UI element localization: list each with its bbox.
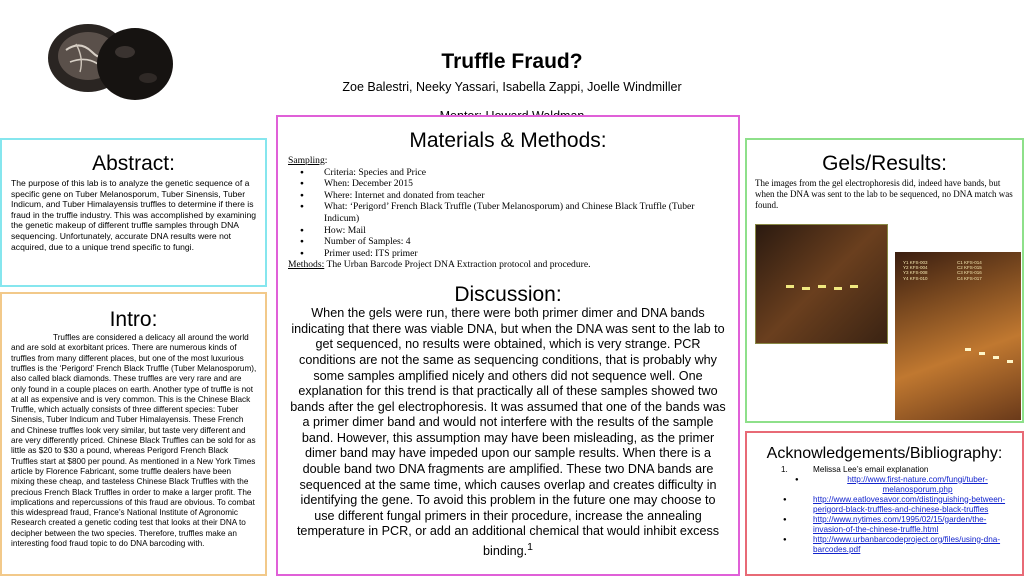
ack-section: [745, 431, 1024, 576]
gel-label: Y3 KFS-008: [903, 270, 928, 276]
gels-heading: Gels/Results:: [822, 152, 947, 175]
gel-label: C2 KFS-015: [957, 265, 982, 271]
methods-line: [288, 259, 728, 271]
poster-authors: Zoe Balestri, Neeky Yassari, Isabella Zappi, Joelle Windmiller: [342, 80, 682, 94]
list-item: ● Criteria: Species and Price: [288, 167, 728, 179]
abstract-heading: Abstract:: [92, 152, 175, 175]
ack-item-number: 1.: [781, 464, 788, 474]
gel-band: [965, 348, 971, 351]
ack-list: [747, 463, 1022, 555]
gel-labels-right: [957, 260, 1017, 281]
intro-heading: Intro:: [109, 308, 158, 331]
sampling-line: [288, 155, 728, 167]
gel-labels-left: [903, 260, 963, 281]
abstract-text: The purpose of this lab is to analyze the genetic sequence of a specific gene on Tuber Melanosporum, Tuber Sinensis, Tuber Indicum, and Tuber Himalayensis truffles to determine if there is fraud in the truffle industry. This was accomplished by examining the genetic makeup of different truffle samples through DNA sequencing. Unfortunately, accurate DNA results were not acquired, due to a unique trend specific to fungi.: [11, 178, 257, 252]
gel-band: [979, 352, 985, 355]
list-item: ● What: ‘Perigord’ French Black Truffle (Tuber Melanosporum) and Chinese Black Truffle (Tuber Indicum): [288, 201, 728, 224]
gel-label: Y2 KFS-004: [903, 265, 928, 271]
gel-label: C4 KFS-017: [957, 275, 982, 281]
gel-band: [993, 356, 999, 359]
ack-link-first-nature[interactable]: http://www.first-nature.com/fungi/tuber-melanosporum.php: [847, 474, 988, 494]
ack-subitem: [755, 515, 1014, 535]
poster-title: Truffle Fraud?: [441, 50, 583, 73]
discussion-footnote: 1: [527, 541, 533, 554]
methods-body: [278, 152, 738, 271]
ack-subitem: [755, 475, 1014, 495]
ack-link-nytimes[interactable]: http://www.nytimes.com/1995/02/15/garden/the-invasion-of-the-chinese-truffle.html: [813, 514, 987, 534]
discussion-body: When the gels were run, there were both primer dimer and DNA bands indicating that there was viable DNA, but when the DNA was sent to the lab to get sequenced, no results were obtained, which is very strange. PCR conditions are not the same as sequencing conditions, that is probably why some samples amplified nicely and others did not sequence well. One explanation for this trend is that practically all of these samples showed two bands after the gel electrophoresis. It was assumed that one of the bands was a primer dimer band and would not interfere with the results of the sample band. However, this assumption may have been misleading, as the primer dimer band may have impeded upon our sample results. When there is a double band two DNA fragments are amplified. These two DNA bands are sequenced at the same time, which causes overlap and creates difficulty in identifying the gene. To avoid this problem in the future one may choose to use different fungal primers in their procedure, increase the annealing temperature in PCR, or add an additional chemical that would inhibit excess binding.: [290, 306, 726, 559]
gel-label: C1 KFS-014: [957, 260, 982, 265]
list-item: ● When: December 2015: [288, 178, 728, 190]
methods-heading: Materials & Methods:: [409, 129, 607, 152]
abstract-section: [0, 138, 267, 287]
methods-section: [276, 115, 740, 576]
gel-band: [834, 287, 842, 290]
list-item: ● Where: Internet and donated from teacher: [288, 190, 728, 202]
ack-link-urbanbarcode[interactable]: http://www.urbanbarcodeproject.org/files/using-dna-barcodes.pdf: [813, 534, 1001, 554]
intro-text: Truffles are considered a delicacy all around the world and are sold at exorbitant prices. There are numerous kinds of truffles from many different places, but one of the most luxurious truffles is the ‘Perigord’ French Black Truffle (Tuber Melanosporum), also called black diamonds. These truffles are very rare and are only found in a couple places on earth. Another type of truffle is not at all as expensive and is very common. This is the Chinese Black Truffle, which actually consists of three different species: Tuber Sinensis, Tuber Indicum and Tuber Himalayensis. These French and Chinese truffles look very similar, but taste very different and are very differently priced. Chinese Black Truffles can be sold for as little as $20 to $30 a pound, whereas Perigord French Black Truffles start at $800 per pound. As mentioned in a New York Times article by Florence Fabricant, some truffle dealers have been mixing these cheap, and tasteless Chinese Black Truffles with the precious French Black Truffles in order to make a larger profit. The implications and repercussions of this fraud are obvious. To combat this widespread fraud, France’s National Institute of Agronomic Research created a genetic coding test that looks at their DNA to decipher between the two species. Therefore, truffles make an interesting food fraud topic to do DNA barcoding with.: [11, 333, 257, 549]
ack-heading: Acknowledgements/Bibliography:: [766, 445, 1003, 462]
gels-text: The images from the gel electrophoresis did, indeed have bands, but when the DNA was sent to the lab to be sequenced, no DNA match was found.: [755, 178, 1013, 210]
gel-label: Y1 KFS-003: [903, 260, 928, 265]
methods-text: The Urban Barcode Project DNA Extraction protocol and procedure.: [324, 259, 591, 271]
ack-item-1: [755, 465, 1014, 475]
ack-item-text: Melissa Lee’s email explanation: [813, 464, 929, 474]
gel-band: [1007, 360, 1013, 363]
ack-subitem: [755, 535, 1014, 555]
methods-label: Methods:: [288, 259, 325, 271]
ack-link-eatlovesavor[interactable]: http://www.eatlovesavor.com/distinguishing-between-perigord-black-truffles-and-chinese-black-truffles: [813, 494, 1006, 514]
gel-label: C3 KFS-016: [957, 270, 982, 276]
gel-band: [818, 285, 826, 288]
list-item: ● Primer used: ITS primer: [288, 248, 728, 260]
discussion-heading: Discussion:: [454, 283, 562, 307]
gel-label: Y4 KFS-010: [903, 275, 928, 281]
list-item: ● How: Mail: [288, 225, 728, 237]
gel-image-1: [755, 224, 888, 344]
truffle-photo: [40, 0, 180, 108]
gel-band: [786, 285, 794, 288]
gels-section: [745, 138, 1024, 423]
ack-subitem: [755, 495, 1014, 515]
intro-section: [0, 292, 267, 576]
gel-band: [802, 287, 810, 290]
gel-band: [850, 285, 858, 288]
sampling-list: [288, 167, 728, 260]
discussion-text: [278, 306, 738, 560]
sampling-colon: :: [324, 155, 328, 167]
list-item: ● Number of Samples: 4: [288, 236, 728, 248]
sampling-label: Sampling: [288, 155, 325, 167]
gel-image-2: [895, 252, 1021, 420]
